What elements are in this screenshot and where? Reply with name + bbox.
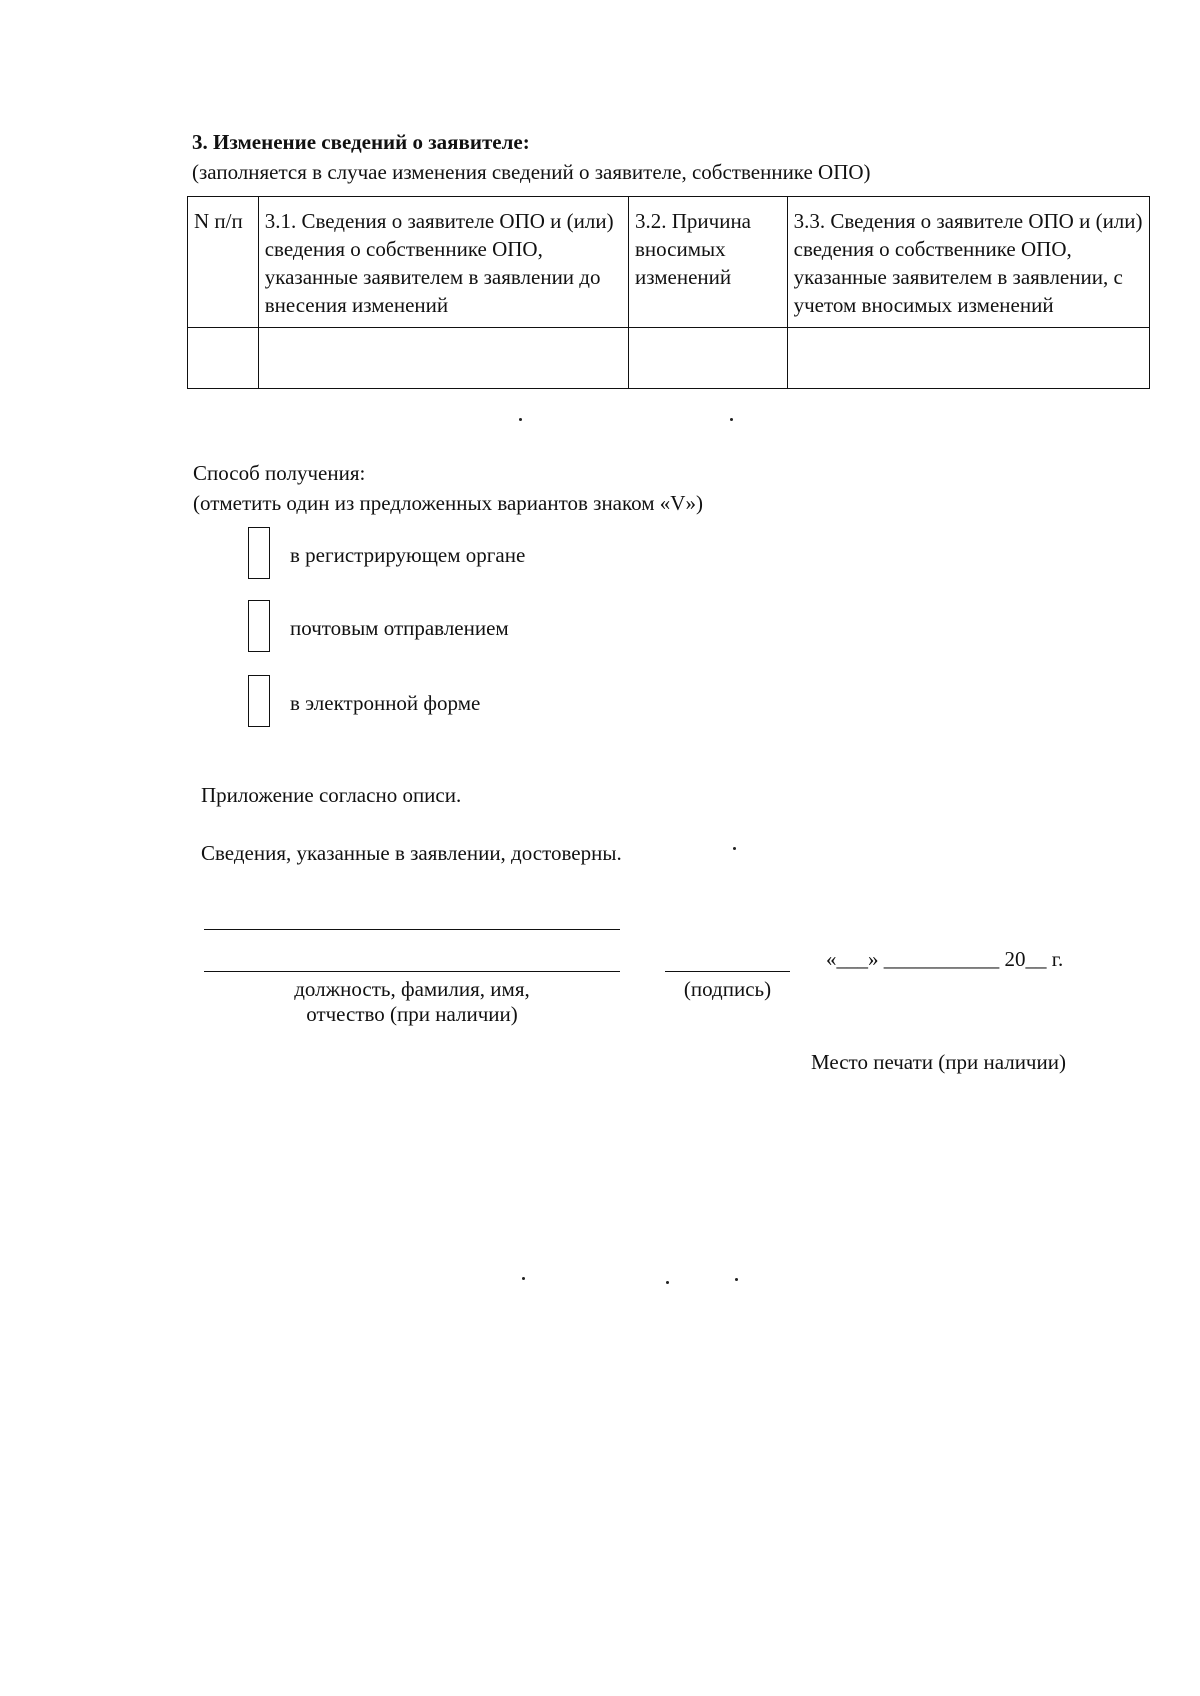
column-header-number: N п/п xyxy=(188,197,259,328)
position-caption xyxy=(204,977,620,1027)
scan-speck xyxy=(730,418,733,421)
receipt-option-label: в электронной форме xyxy=(290,691,481,715)
receipt-method-note: (отметить один из предложенных вариантов знаком «V») xyxy=(193,491,703,515)
scan-speck xyxy=(522,1277,525,1280)
receipt-option-electronic[interactable] xyxy=(248,675,848,729)
position-caption-line-1: должность, фамилия, имя, xyxy=(294,977,530,1001)
checkbox-post[interactable] xyxy=(248,600,270,652)
section-note: (заполняется в случае изменения сведений о заявителе, собственнике ОПО) xyxy=(192,160,871,184)
column-header-new-info: 3.3. Сведения о заявителе ОПО и (или) сведения о собственнике ОПО, указанные заявителем в заявлении, с учетом вносимых изменений xyxy=(787,197,1149,328)
changes-table xyxy=(187,196,1150,389)
scan-speck xyxy=(519,418,522,421)
section-title: 3. Изменение сведений о заявителе: xyxy=(192,130,530,154)
confirmation-statement: Сведения, указанные в заявлении, достоверны. xyxy=(201,841,622,865)
receipt-option-registering-body[interactable] xyxy=(248,527,848,581)
checkbox-registering-body[interactable] xyxy=(248,527,270,579)
attachment-note: Приложение согласно описи. xyxy=(201,783,462,807)
scan-speck xyxy=(733,847,736,850)
signature-line[interactable] xyxy=(665,971,790,972)
scan-speck xyxy=(735,1278,738,1281)
position-line-1[interactable] xyxy=(204,929,620,930)
table-cell-previous-info[interactable] xyxy=(258,328,628,389)
column-header-reason: 3.2. Причина вносимых изменений xyxy=(628,197,787,328)
column-header-previous-info: 3.1. Сведения о заявителе ОПО и (или) сведения о собственнике ОПО, указанные заявителем в заявлении до внесения изменений xyxy=(258,197,628,328)
receipt-method-title: Способ получения: xyxy=(193,461,366,485)
signature-caption: (подпись) xyxy=(683,977,772,1001)
table-row xyxy=(188,328,1150,389)
table-cell-reason[interactable] xyxy=(628,328,787,389)
receipt-option-label: почтовым отправлением xyxy=(290,616,509,640)
table-cell-number[interactable] xyxy=(188,328,259,389)
table-cell-new-info[interactable] xyxy=(787,328,1149,389)
checkbox-electronic[interactable] xyxy=(248,675,270,727)
scan-speck xyxy=(666,1281,669,1284)
position-caption-line-2: отчество (при наличии) xyxy=(306,1002,518,1026)
table-header-row xyxy=(188,197,1150,328)
date-field[interactable]: «___» ___________ 20__ г. xyxy=(826,947,1064,971)
stamp-place: Место печати (при наличии) xyxy=(811,1050,1066,1074)
receipt-option-post[interactable] xyxy=(248,600,848,654)
receipt-option-label: в регистрирующем органе xyxy=(290,543,526,567)
position-line-2[interactable] xyxy=(204,971,620,972)
